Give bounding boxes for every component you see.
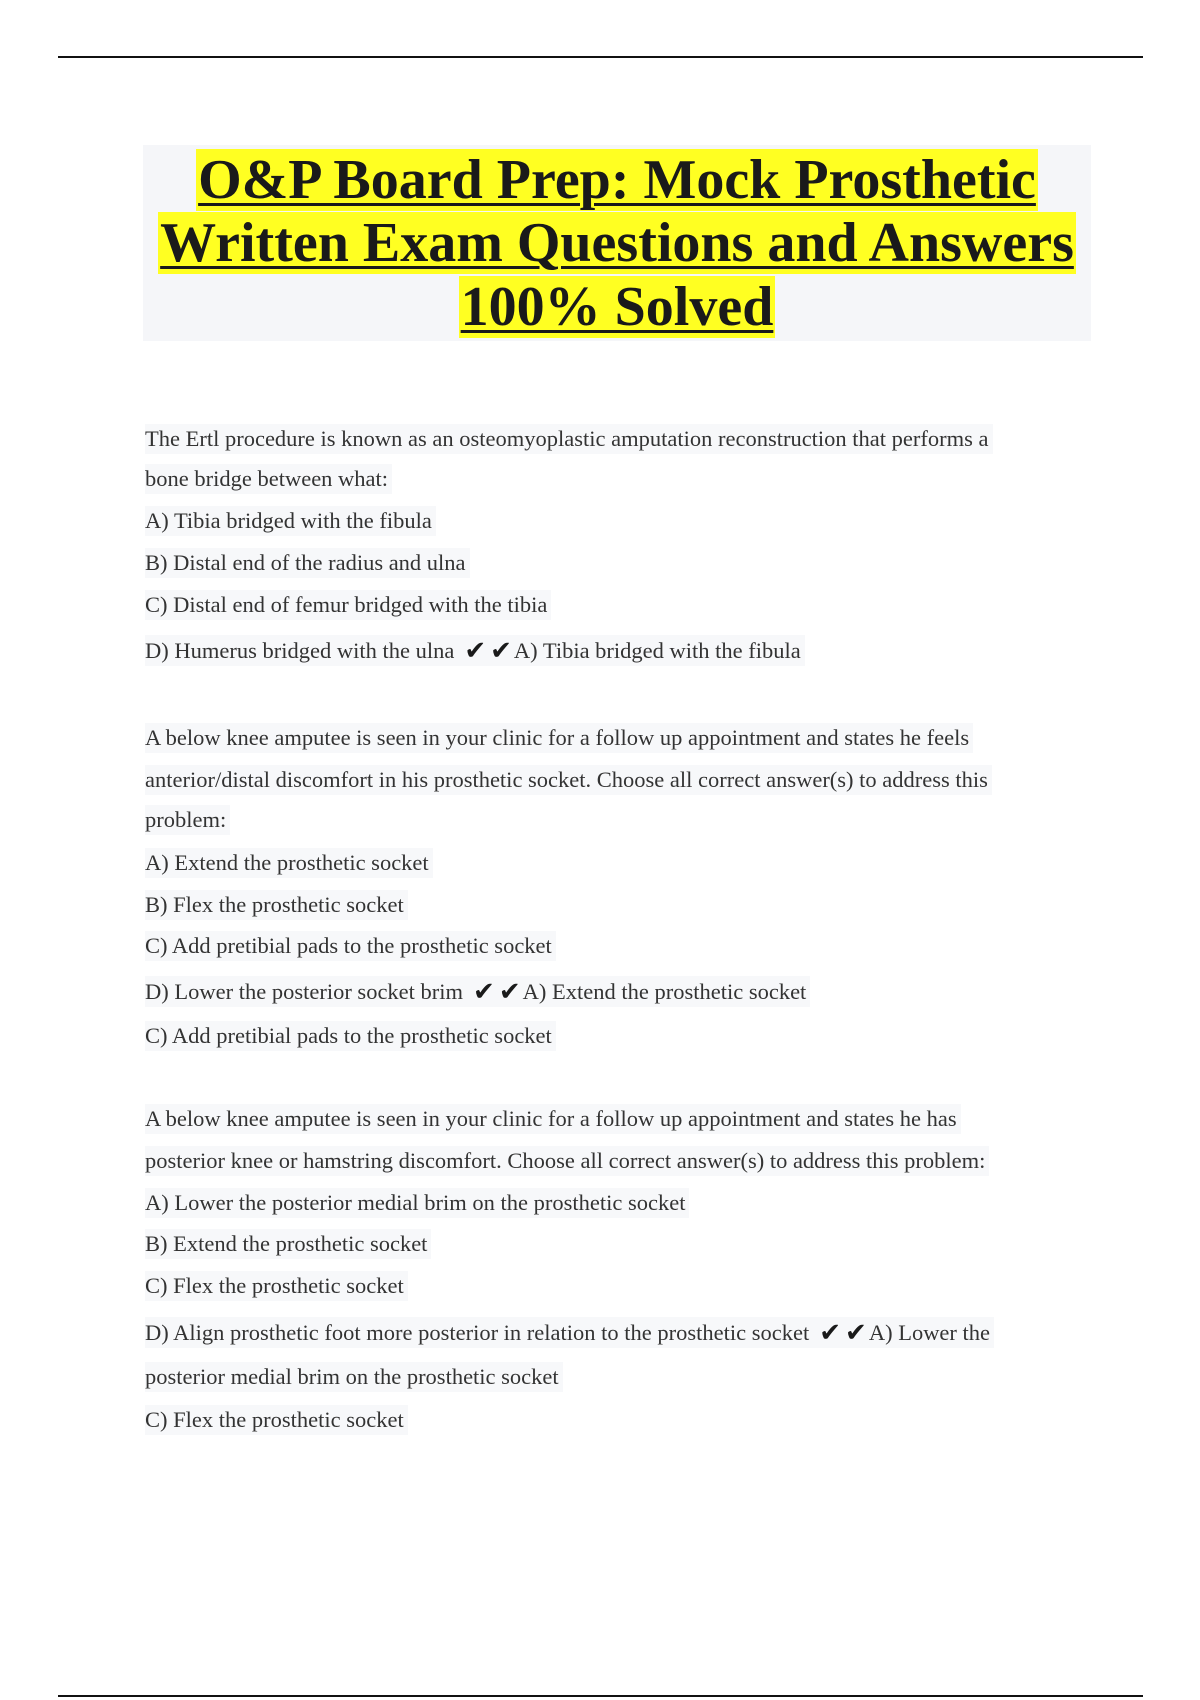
checkmark-icon: ✔ (845, 1318, 867, 1348)
answer-option: A) Lower the posterior medial brim on the prosthetic socket (145, 1188, 689, 1218)
question-stem-line: problem: (145, 805, 230, 835)
answer-option: B) Distal end of the radius and ulna (145, 548, 470, 578)
answer-option: D) Lower the posterior socket brim (145, 979, 464, 1004)
correct-answer: C) Add pretibial pads to the prosthetic socket (145, 1021, 556, 1051)
correct-answer: C) Flex the prosthetic socket (145, 1405, 408, 1435)
checkmark-icon: ✔ (819, 1318, 842, 1348)
answer-option-with-key (145, 1317, 994, 1348)
answer-option: B) Extend the prosthetic socket (145, 1229, 431, 1259)
checkmark-icon: ✔ (498, 977, 521, 1007)
question-stem-line: The Ertl procedure is known as an osteomyoplastic amputation reconstruction that performs a (145, 424, 993, 454)
title-line-2: Written Exam Questions and Answers (160, 212, 1074, 274)
answer-option: D) Humerus bridged with the ulna (145, 638, 455, 663)
question-stem-line: A below knee amputee is seen in your clinic for a follow up appointment and states he feels (145, 723, 973, 753)
answer-option-with-key (145, 635, 805, 666)
correct-answer: A) Tibia bridged with the fibula (513, 638, 801, 663)
title-line-3: 100% Solved (460, 276, 774, 338)
answer-option: C) Flex the prosthetic socket (145, 1271, 408, 1301)
answer-option-with-key (145, 976, 810, 1007)
document-title (143, 145, 1091, 341)
correct-answer: A) Lower the (868, 1320, 991, 1345)
checkmark-icon: ✔ (490, 636, 512, 666)
answer-option: C) Add pretibial pads to the prosthetic socket (145, 931, 556, 961)
answer-option: D) Align prosthetic foot more posterior in relation to the prosthetic socket (145, 1320, 810, 1345)
answer-option: C) Distal end of femur bridged with the tibia (145, 590, 551, 620)
answer-option: B) Flex the prosthetic socket (145, 890, 408, 920)
top-rule (58, 56, 1143, 58)
checkmark-icon: ✔ (473, 977, 495, 1007)
bottom-rule (58, 1695, 1143, 1697)
title-line-1: O&P Board Prep: Mock Prosthetic (198, 149, 1036, 211)
question-stem-line: posterior knee or hamstring discomfort. Choose all correct answer(s) to address this problem: (145, 1146, 989, 1176)
question-stem-line: anterior/distal discomfort in his prosthetic socket. Choose all correct answer(s) to address this (145, 765, 992, 795)
correct-answer-continuation: posterior medial brim on the prosthetic socket (145, 1362, 563, 1392)
answer-option: A) Tibia bridged with the fibula (145, 506, 436, 536)
question-stem-line: bone bridge between what: (145, 464, 392, 494)
checkmark-icon: ✔ (464, 636, 487, 666)
correct-answer: A) Extend the prosthetic socket (522, 979, 807, 1004)
answer-option: A) Extend the prosthetic socket (145, 848, 433, 878)
question-stem-line: A below knee amputee is seen in your clinic for a follow up appointment and states he has (145, 1104, 961, 1134)
